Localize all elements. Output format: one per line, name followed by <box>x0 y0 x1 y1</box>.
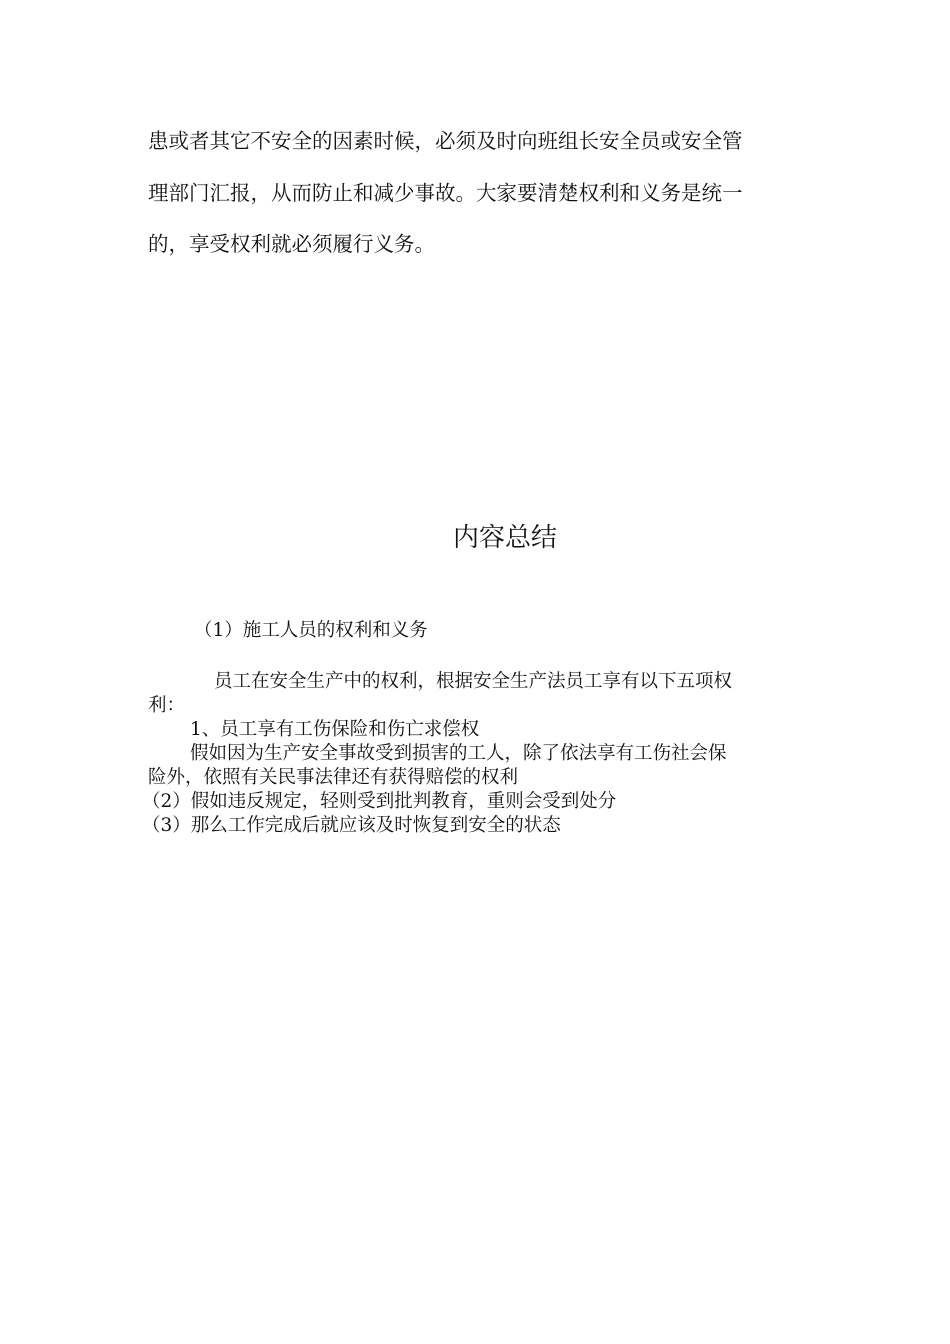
summary-detail-line: 险外，依照有关民事法律还有获得赔偿的权利 <box>148 767 519 788</box>
summary-point: （3）那么工作完成后就应该及时恢复到安全的状态 <box>142 815 561 836</box>
body-line: 的，享受权利就必须履行义务。 <box>148 232 435 256</box>
summary-item: 1、员工享有工伤保险和伤亡求偿权 <box>190 719 480 740</box>
summary-detail-line: 假如因为生产安全事故受到损害的工人，除了依法享有工伤社会保 <box>190 743 727 764</box>
body-line: 患或者其它不安全的因素时候，必须及时向班组长安全员或安全管 <box>148 129 743 153</box>
summary-intro-line: 利： <box>148 695 186 716</box>
summary-title: 内容总结 <box>452 523 557 553</box>
body-line: 理部门汇报，从而防止和减少事故。大家要清楚权利和义务是统一 <box>148 180 743 205</box>
summary-section <box>142 618 798 838</box>
summary-sub-heading: （1）施工人员的权利和义务 <box>194 620 428 641</box>
body-paragraph <box>148 116 798 271</box>
summary-point: （2）假如违反规定，轻则受到批判教育，重则会受到处分 <box>142 791 617 812</box>
summary-intro-line: 员工在安全生产中的权利，根据安全生产法员工享有以下五项权 <box>214 671 733 692</box>
